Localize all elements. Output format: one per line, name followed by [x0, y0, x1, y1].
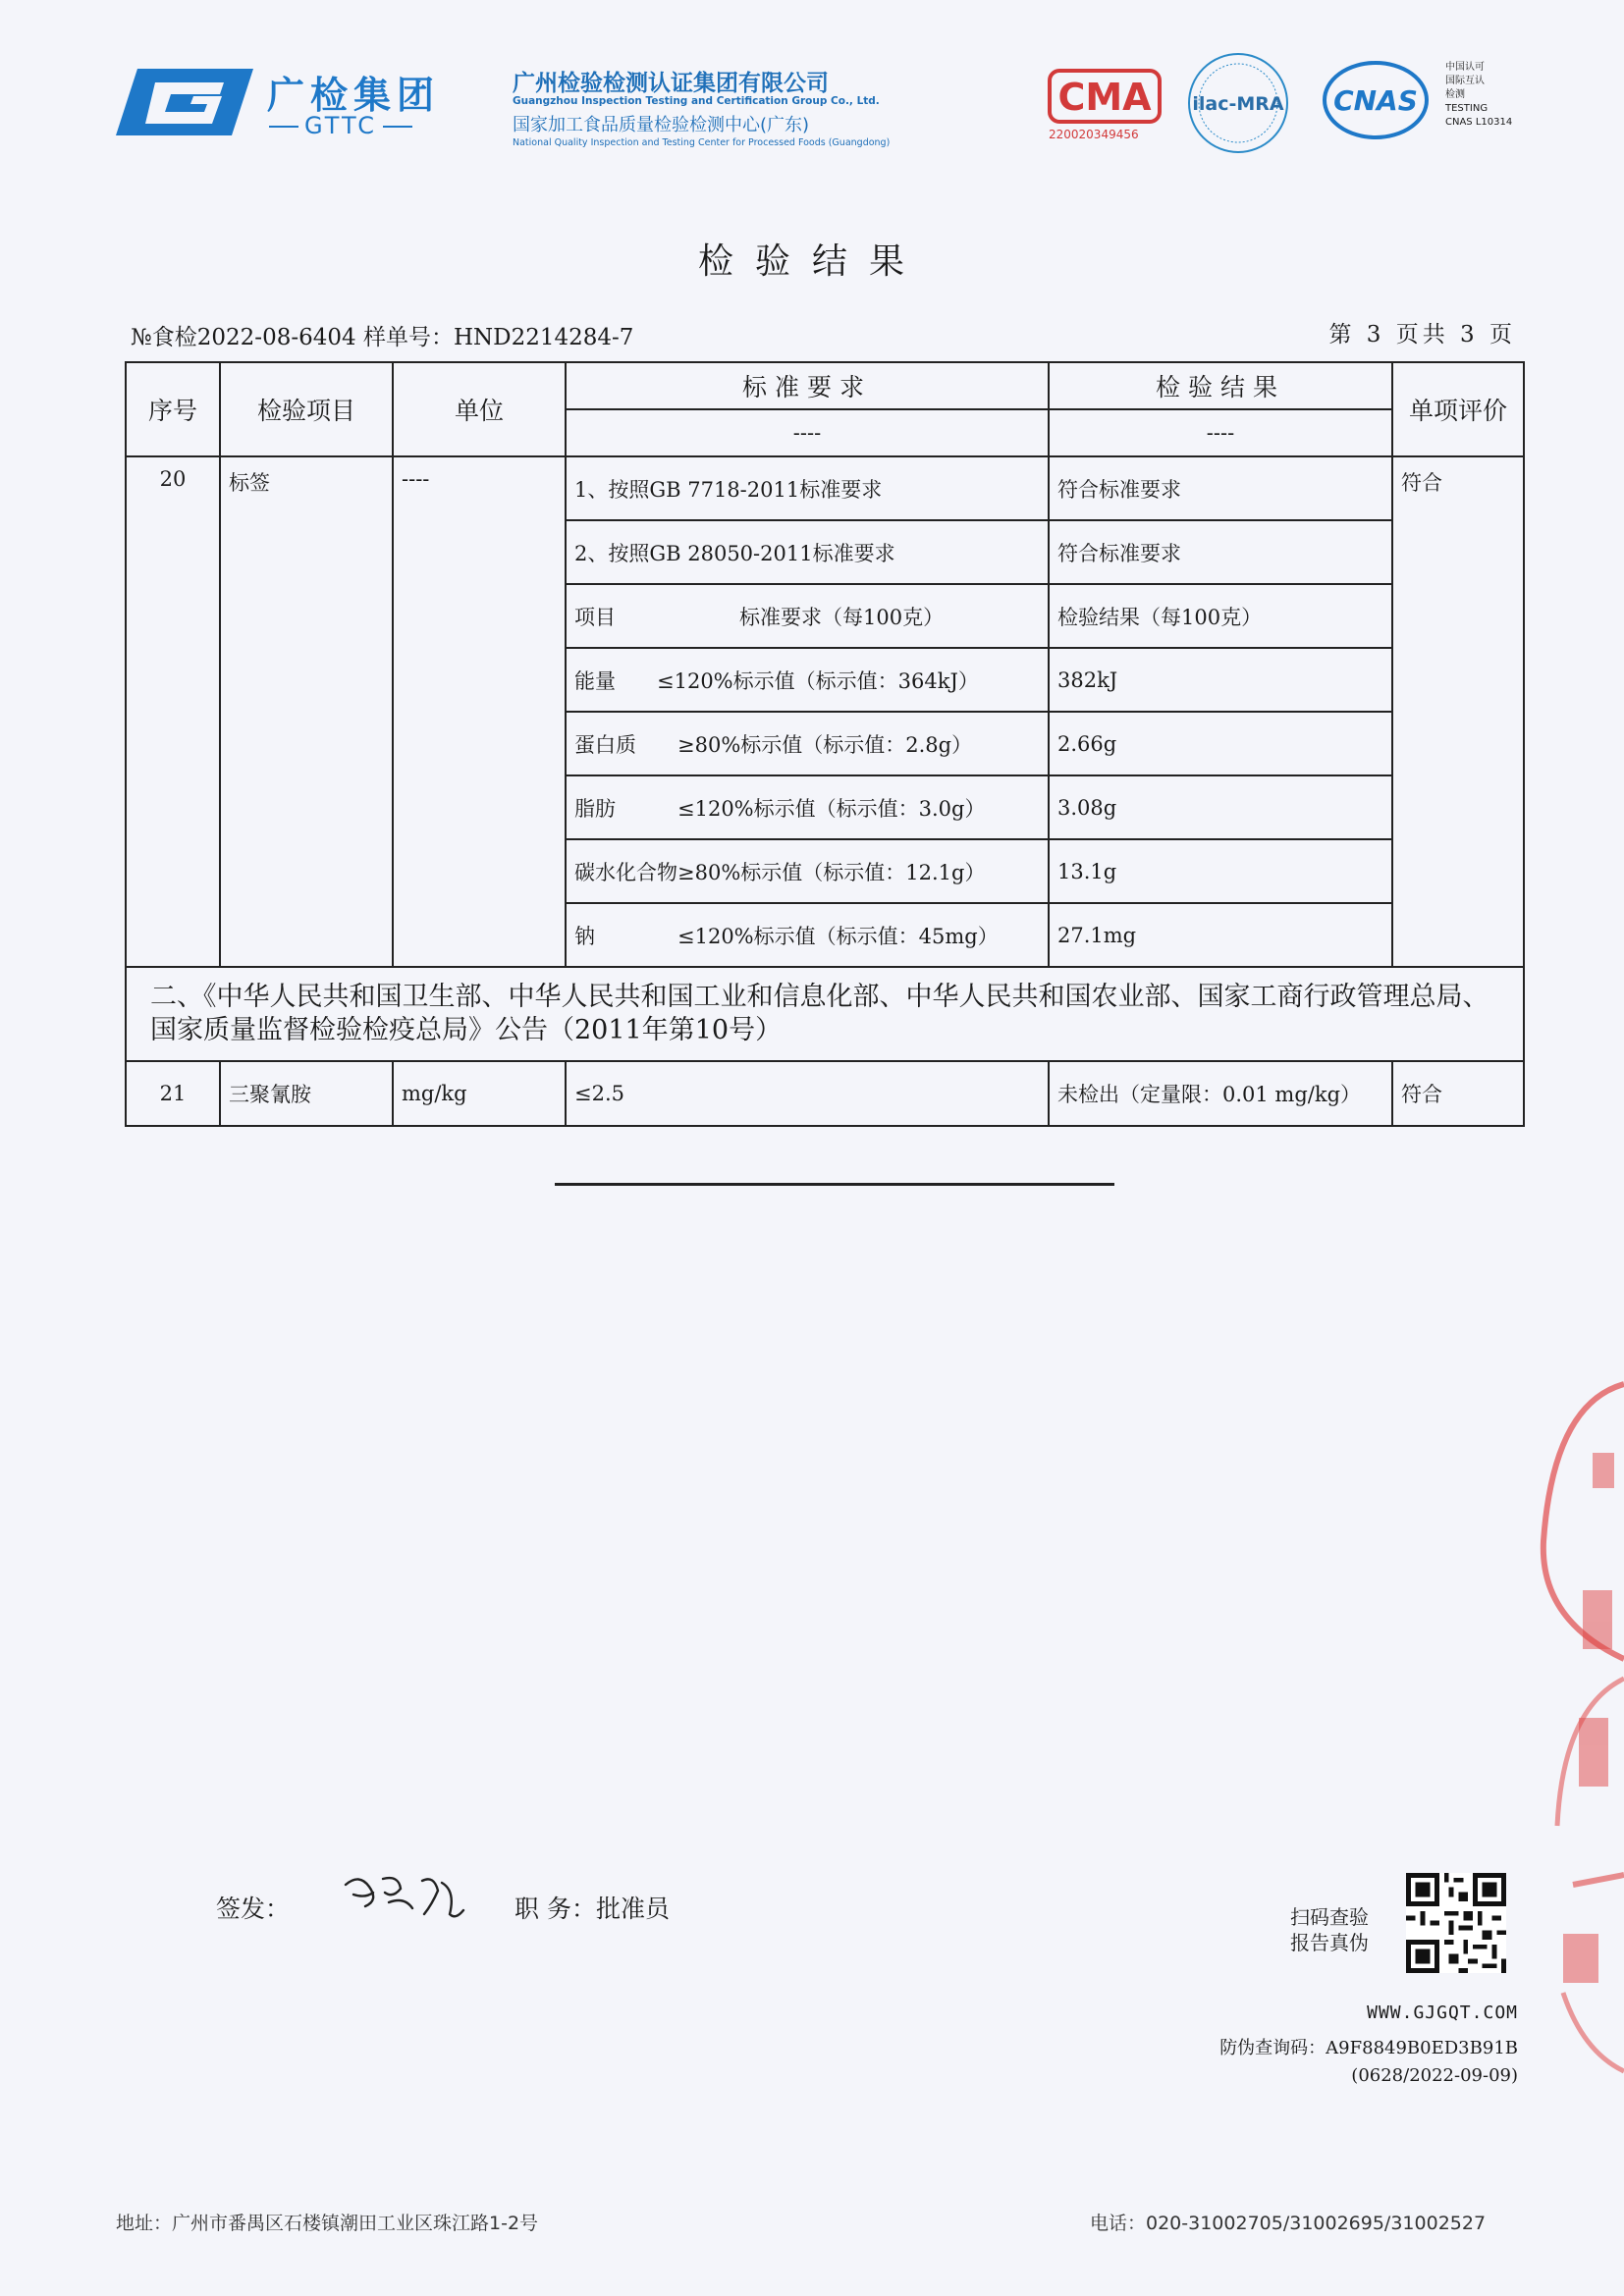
cnas-line: 中国认可 — [1445, 62, 1485, 73]
notice-row — [126, 967, 1524, 1061]
cnas-line: TESTING — [1445, 103, 1489, 114]
org-name-cn: 广州检验检测认证集团有限公司 — [513, 71, 829, 96]
brand-name-cn: 广检集团 — [267, 74, 441, 117]
cma-logo-icon — [1047, 67, 1163, 126]
ilac-mra-logo-icon — [1186, 51, 1290, 155]
row21-item: 三聚氰胺 — [220, 1061, 393, 1126]
gttc-logo-icon — [116, 69, 253, 135]
table-row — [126, 456, 1524, 520]
row20-result: 符合标准要求 — [1049, 520, 1392, 584]
ilac-logo-text: ilac-MRA — [1192, 93, 1284, 115]
center-name-en: National Quality Inspection and Testing Center for Processed Foods (Guangdong) — [513, 137, 891, 148]
row20-result: 13.1g — [1049, 839, 1392, 903]
results-table — [125, 361, 1525, 1127]
header-no: 序号 — [126, 362, 220, 456]
row21-unit: mg/kg — [393, 1061, 566, 1126]
header-item: 检验项目 — [220, 362, 393, 456]
row20-no: 20 — [126, 456, 220, 967]
cnas-logo-text: CNAS — [1333, 84, 1418, 117]
website-url: WWW.GJGQT.COM — [1367, 2002, 1518, 2023]
anti-counterfeit-code: 防伪查询码：A9F8849B0ED3B91B — [1219, 2038, 1518, 2058]
date-code: (0628/2022-09-09) — [1351, 2065, 1518, 2086]
row20-unit: ---- — [393, 456, 566, 967]
scan-verify-line: 报告真伪 — [1290, 1931, 1369, 1954]
row20-result: 检验结果（每100克） — [1049, 584, 1392, 648]
footer-phone: 电话：020-31002705/31002695/31002527 — [1090, 2213, 1487, 2234]
footer-address: 地址：广州市番禺区石楼镇潮田工业区珠江路1-2号 — [116, 2213, 539, 2234]
row20-result: 2.66g — [1049, 712, 1392, 775]
cma-logo-text: CMA — [1057, 76, 1152, 119]
cnas-logo-icon — [1322, 59, 1430, 141]
official-seal-fragment — [1534, 1364, 1624, 2101]
row20-item: 标签 — [220, 456, 393, 967]
cma-number: 220020349456 — [1049, 128, 1139, 141]
header-standard-sub: ---- — [566, 409, 1049, 456]
header-standard: 标准要求 — [566, 362, 1049, 409]
cnas-line: 国际互认 — [1445, 76, 1485, 86]
row20-result: 符合标准要求 — [1049, 456, 1392, 520]
notice-text: 二、《中华人民共和国卫生部、中华人民共和国工业和信息化部、中华人民共和国农业部、国家工商行政管理总局、国家质量监督检验检疫总局》公告（2011年第10号） — [126, 967, 1524, 1061]
row21-standard: ≤2.5 — [566, 1061, 1049, 1126]
brand-name-en: GTTC — [263, 112, 418, 139]
document-title: 检验结果 — [697, 241, 926, 282]
row20-standard: 脂肪 ≤120%标示值（标示值：3.0g） — [566, 775, 1049, 839]
row20-standard: 2、按照GB 28050-2011标准要求 — [566, 520, 1049, 584]
org-name-en: Guangzhou Inspection Testing and Certification Group Co., Ltd. — [513, 95, 880, 107]
row20-result: 382kJ — [1049, 648, 1392, 712]
row20-result: 3.08g — [1049, 775, 1392, 839]
row20-standard: 项目 标准要求（每100克） — [566, 584, 1049, 648]
row20-result: 27.1mg — [1049, 903, 1392, 967]
issuer-label: 签发： — [216, 1895, 291, 1923]
row20-standard: 钠 ≤120%标示值（标示值：45mg） — [566, 903, 1049, 967]
row21-no: 21 — [126, 1061, 220, 1126]
table-row — [126, 1061, 1524, 1126]
cnas-line: 检测 — [1445, 89, 1465, 100]
header-result: 检验结果 — [1049, 362, 1392, 409]
report-number: №食检2022-08-6404 样单号：HND2214284-7 — [131, 325, 634, 350]
center-name-cn: 国家加工食品质量检验检测中心(广东) — [513, 115, 810, 135]
qr-code-icon[interactable] — [1406, 1873, 1506, 1973]
row21-evaluation: 符合 — [1392, 1061, 1524, 1126]
cnas-line: CNAS L10314 — [1445, 117, 1513, 128]
row20-evaluation: 符合 — [1392, 456, 1524, 967]
row20-standard: 碳水化合物≥80%标示值（标示值：12.1g） — [566, 839, 1049, 903]
signature-image — [340, 1865, 467, 1924]
row20-standard: 1、按照GB 7718-2011标准要求 — [566, 456, 1049, 520]
row20-standard: 蛋白质 ≥80%标示值（标示值：2.8g） — [566, 712, 1049, 775]
row20-standard: 能量 ≤120%标示值（标示值：364kJ） — [566, 648, 1049, 712]
issuer-title: 职 务：批准员 — [514, 1895, 670, 1923]
cnas-accreditation-text — [1445, 61, 1512, 130]
page-info: 第 3 页共 3 页 — [1328, 322, 1516, 347]
header-unit: 单位 — [393, 362, 566, 456]
header-result-sub: ---- — [1049, 409, 1392, 456]
scan-verify-text — [1290, 1904, 1369, 1955]
table-header-row — [126, 362, 1524, 409]
scan-verify-line: 扫码查验 — [1290, 1905, 1369, 1929]
end-of-report-line — [555, 1183, 1114, 1186]
header-evaluation: 单项评价 — [1392, 362, 1524, 456]
row21-result: 未检出（定量限：0.01 mg/kg） — [1049, 1061, 1392, 1126]
